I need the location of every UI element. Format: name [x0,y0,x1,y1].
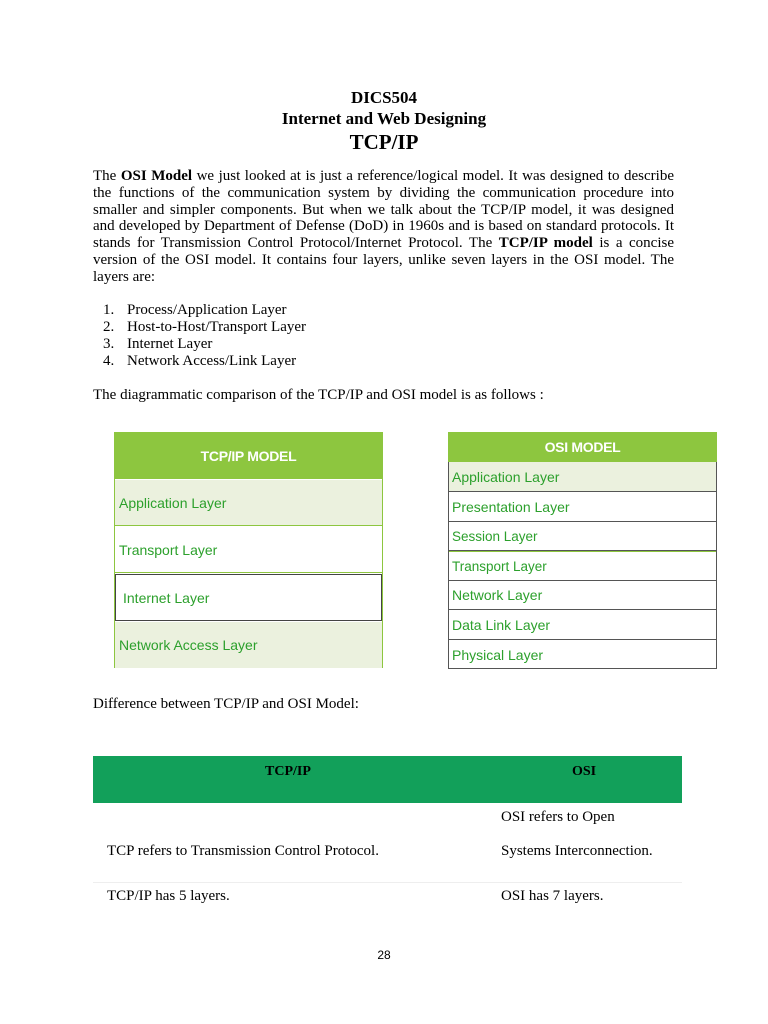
table-cell: OSI refers to Open [501,809,615,825]
table-cell: OSI has 7 layers. [501,888,604,904]
osi-layer-network: Network Layer [449,581,716,610]
layers-list [103,302,306,370]
tcpip-layer-network-access: Network Access Layer [115,622,382,668]
tcpip-layer-internet: Internet Layer [115,574,382,621]
course-title: Internet and Web Designing [281,109,487,128]
tcpip-model-diagram [114,432,383,668]
table-cell: Systems Interconnection. [501,843,653,859]
list-item: 3. Internet Layer [103,336,213,352]
osi-layer-data-link: Data Link Layer [449,610,716,640]
tcpip-layer-transport: Transport Layer [115,527,382,573]
difference-heading: Difference between TCP/IP and OSI Model: [93,696,359,712]
list-item: 2. Host-to-Host/Transport Layer [103,319,307,335]
course-code: DICS504 [350,88,418,107]
intro-paragraph: The OSI Model we just looked at is just a reference/logical model. It was designed to describe the functions of the communication system by dividing the communication procedure into smaller and simpler components. But when we talk about the TCP/IP model, it was designed and developed by Department of Defense (DoD) in 1960s and is based on standard protocols. It stands for Transmission Control Protocol/Internet Protocol. The TCP/IP model is a concise version of the OSI model. It contains four layers, unlike seven layers in the OSI model. The layers are: [93,168,674,285]
tcpip-model-header: TCP/IP MODEL [115,433,382,479]
table-row-divider [93,882,682,883]
osi-layer-application: Application Layer [449,462,716,492]
table-cell: TCP refers to Transmission Control Protocol. [107,843,379,859]
osi-model-term: OSI Model [120,168,193,184]
page-number: 28 [377,948,391,962]
tcpip-model-term: TCP/IP model [498,235,593,252]
list-item: 1. Process/Application Layer [103,302,287,318]
osi-layer-physical: Physical Layer [452,646,544,663]
list-item: 4. Network Access/Link Layer [103,353,297,369]
osi-model-diagram [448,432,717,669]
osi-model-header: OSI MODEL [448,432,717,462]
table-header [93,756,682,803]
page-title: TCP/IP [349,130,419,154]
osi-layer-presentation: Presentation Layer [449,492,716,522]
table-cell: TCP/IP has 5 layers. [107,888,230,904]
table-header-tcpip: TCP/IP [265,764,311,779]
tcpip-layer-application: Application Layer [115,480,382,526]
comparison-intro: The diagrammatic comparison of the TCP/IP and OSI model is as follows : [93,387,544,403]
osi-layer-transport: Transport Layer [449,551,716,581]
table-header-osi: OSI [572,764,597,779]
osi-layer-session: Session Layer [449,522,716,551]
